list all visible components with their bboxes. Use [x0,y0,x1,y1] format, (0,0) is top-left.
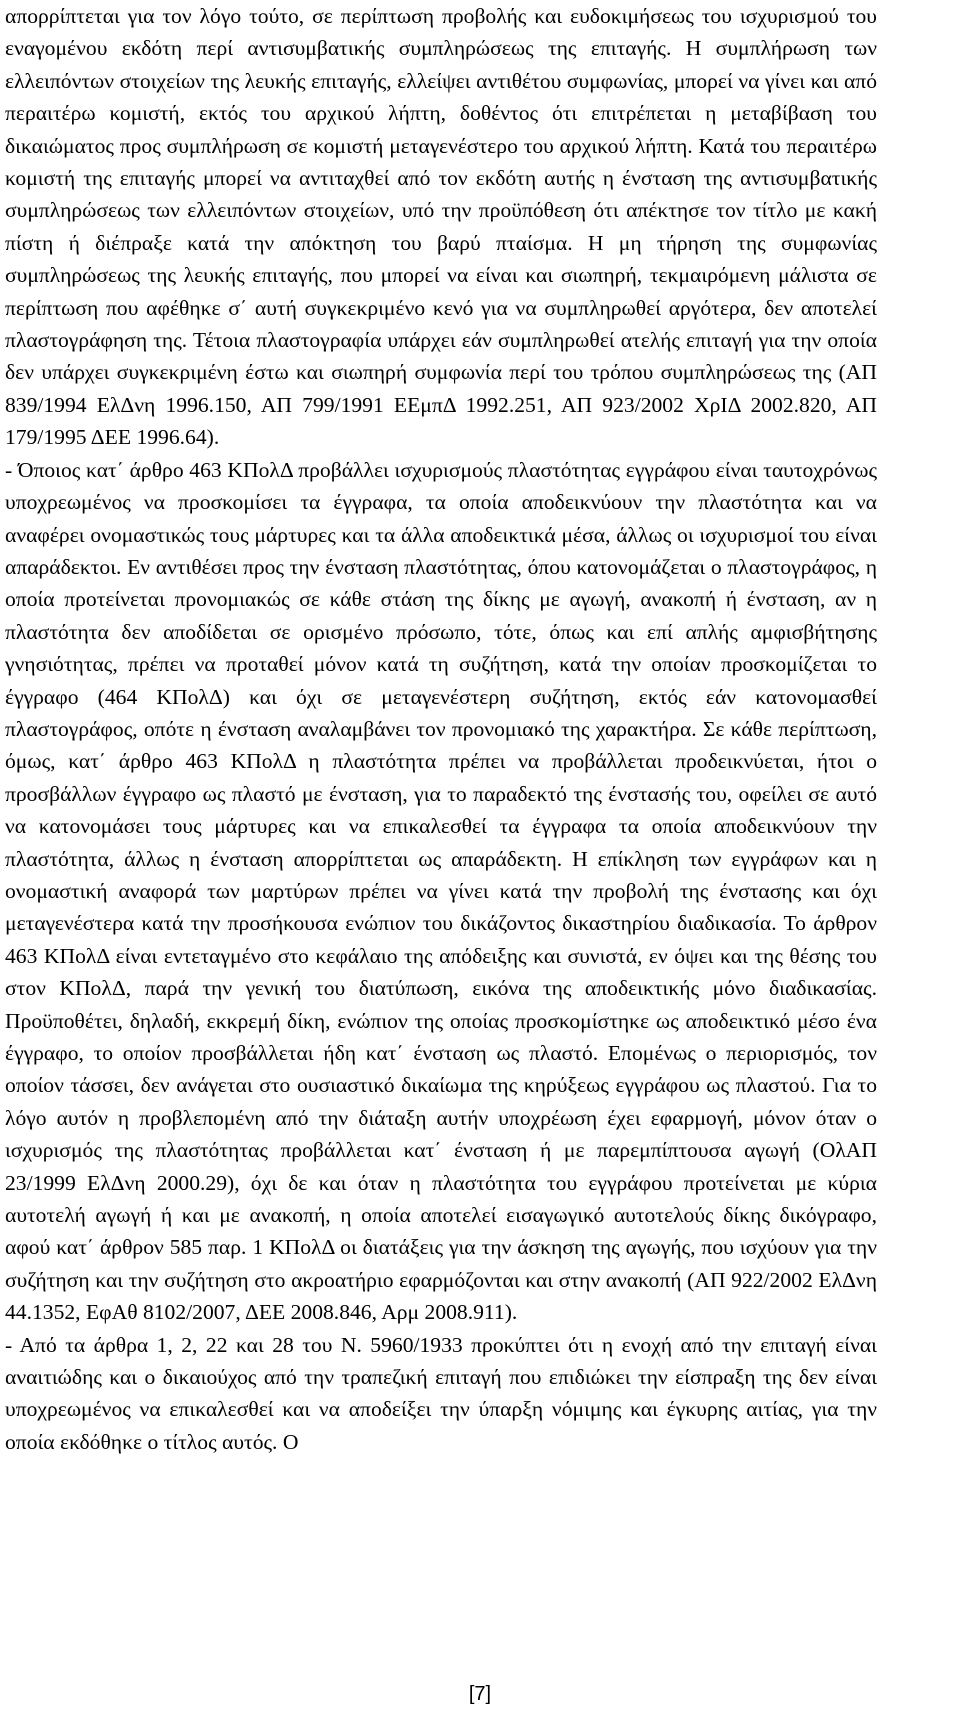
paragraph-cheque-law: - Από τα άρθρα 1, 2, 22 και 28 του Ν. 5960/1933 προκύπτει ότι η ενοχή από την επιταγή είναι αναιτιώδης και ο δικαιούχος από την τραπεζική επιταγή που επιδιώκει την είσπραξη της δεν είναι υποχρεωμένος να επικαλεσθεί και να αποδείξει την ύπαρξη νόμιμης και έγκυρης αιτίας, για την οποία εκδόθηκε ο τίτλος αυτός. Ο [5,1332,877,1454]
page-number: [7] [468,1683,492,1705]
document-page [5,0,877,1458]
paragraph-forgery-objection: - Όποιος κατ΄ άρθρο 463 ΚΠολΔ προβάλλει ισχυρισμούς πλαστότητας εγγράφου είναι ταυτοχρόνως υποχρεωμένος να προσκομίσει τα έγγραφα, τα οποία αποδεικνύουν την πλαστότητα και να αναφέρει ονομαστικώς τους μάρτυρες και τα άλλα αποδεικτικά μέσα, άλλως οι ισχυρισμοί του είναι απαράδεκτοι. Εν αντιθέσει προς την ένσταση πλαστότητας, όπου κατονομάζεται ο πλαστογράφος, η οποία προτείνεται προνομιακώς σε κάθε στάση της δίκης με αγωγή, ανακοπή ή ένσταση, αν η πλαστότητα δεν αποδίδεται σε ορισμένο πρόσωπο, τότε, όπως και επί απλής αμφισβήτησης γνησιότητας, πρέπει να προταθεί μόνον κατά τη συζήτηση, κατά την οποίαν προσκομίζεται το έγγραφο (464 ΚΠολΔ) και όχι σε μεταγενέστερη συζήτηση, εκτός εάν κατονομασθεί πλαστογράφος, οπότε η ένσταση αναλαμβάνει τον προνομιακό της χαρακτήρα. Σε κάθε περίπτωση, όμως, κατ΄ άρθρο 463 ΚΠολΔ η πλαστότητα πρέπει να προβάλλεται προδεικνύεται, ήτοι ο προσβάλλων έγγραφο ως πλαστό με ένσταση, για το παραδεκτό της ένστασής του, οφείλει σε αυτό να κατονομάσει τους μάρτυρες και να επικαλεσθεί τα έγγραφα τα οποία αποδεικνύουν την πλαστότητα, άλλως η ένσταση απορρίπτεται ως απαράδεκτη. Η επίκληση των εγγράφων και η ονομαστική αναφορά των μαρτύρων πρέπει να γίνει κατά την προβολή της ένστασης και όχι μεταγενέστερα κατά την προσήκουσα ενώπιον του δικάζοντος δικαστηρίου διαδικασία. Το άρθρον 463 ΚΠολΔ είναι εντεταγμένο στο κεφάλαιο της απόδειξης και συνιστά, εν όψει και της θέσης του στον ΚΠολΔ, παρά την γενική του διατύπωση, εικόνα της αποδεικτικής μόνο διαδικασίας. Προϋποθέτει, δηλαδή, εκκρεμή δίκη, ενώπιον της οποίας προσκομίστηκε ως αποδεικτικό μέσο ένα έγγραφο, το οποίον προσβάλλεται ήδη κατ΄ ένσταση ως πλαστό. Επομένως ο περιορισμός, τον οποίον τάσσει, δεν ανάγεται στο ουσιαστικό δικαίωμα της κηρύξεως εγγράφου ως πλαστού. Για το λόγο αυτόν η προβλεπομένη από την διάταξη αυτήν υποχρέωση έχει εφαρμογή, μόνον όταν ο ισχυρισμός της πλαστότητας προβάλλεται κατ΄ ένσταση ή με παρεμπίπτουσα αγωγή (ΟλΑΠ 23/1999 ΕλΔνη 2000.29), όχι δε και όταν η πλαστότητα του εγγράφου προτείνεται με κύρια αυτοτελή αγωγή ή και με ανακοπή, η οποία αποτελεί εισαγωγικό αυτοτελούς δίκης δικόγραφο, αφού κατ΄ άρθρον 585 παρ. 1 ΚΠολΔ οι διατάξεις για την άσκηση της αγωγής, που ισχύουν για την συζήτηση και την συζήτηση στο ακροατήριο εφαρμόζονται και στην ανακοπή (ΑΠ 922/2002 ΕλΔνη 44.1352, ΕφΑθ 8102/2007, ΔΕΕ 2008.846, Αρμ 2008.911). [5,457,877,1325]
paragraph-bill-completion: απορρίπτεται για τον λόγο τούτο, σε περίπτωση προβολής και ευδοκιμήσεως του ισχυρισμού του εναγομένου εκδότη περί αντισυμβατικής συμπληρώσεως της επιταγής. Η συμπλήρωση των ελλειπόντων στοιχείων της λευκής επιταγής, ελλείψει αντιθέτου συμφωνίας, μπορεί να γίνει και από περαιτέρω κομιστή, εκτός του αρχικού λήπτη, δοθέντος ότι επιτρέπεται η μεταβίβαση του δικαιώματος προς συμπλήρωση σε κομιστή μεταγενέστερο του αρχικού λήπτη. Κατά του περαιτέρω κομιστή της επιταγής μπορεί να αντιταχθεί από τον εκδότη αυτής η ένσταση της αντισυμβατικής συμπληρώσεως των ελλειπόντων στοιχείων, υπό την προϋπόθεση ότι απέκτησε τον τίτλο με κακή πίστη ή διέπραξε κατά την απόκτηση του βαρύ πταίσμα. Η μη τήρηση της συμφωνίας συμπληρώσεως της λευκής επιταγής, που μπορεί να είναι και σιωπηρή, τεκμαιρόμενη μάλιστα σε περίπτωση που αφέθηκε σ΄ αυτή συγκεκριμένο κενό για να συμπληρωθεί αργότερα, δεν αποτελεί πλαστογράφηση της. Τέτοια πλαστογραφία υπάρχει εάν συμπληρωθεί ατελής επιταγή για την οποία δεν υπάρχει συγκεκριμένη έστω και σιωπηρή συμφωνία περί του τρόπου συμπληρώσεως της (ΑΠ 839/1994 ΕλΔνη 1996.150, ΑΠ 799/1991 ΕΕμπΔ 1992.251, ΑΠ 923/2002 ΧρΙΔ 2002.820, ΑΠ 179/1995 ΔΕΕ 1996.64). [5,4,877,450]
